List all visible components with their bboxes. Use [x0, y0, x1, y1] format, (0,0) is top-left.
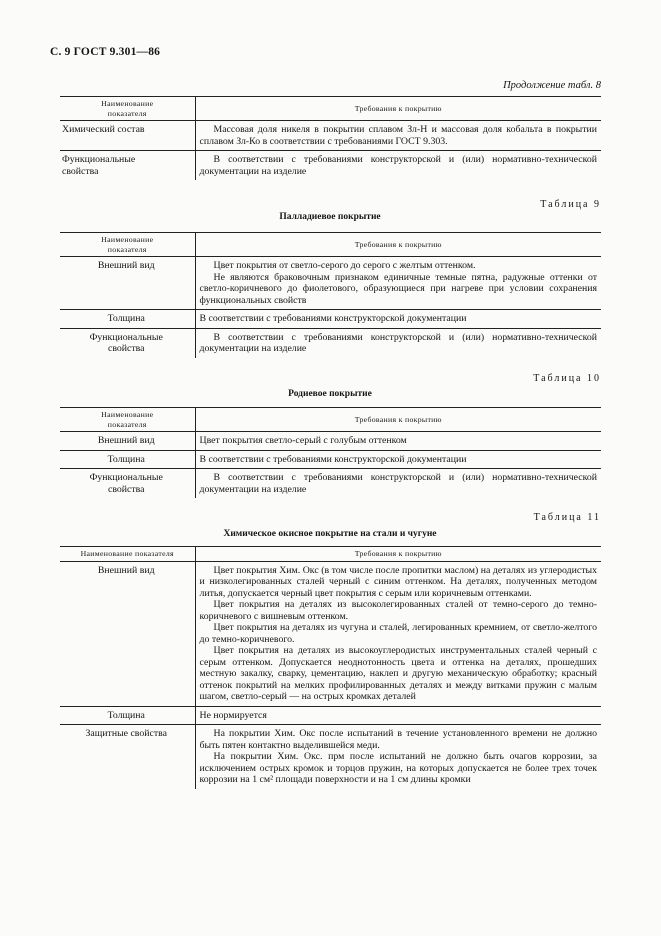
- row-text: В соответствии с требованиями конструкторской документации: [195, 450, 601, 469]
- table-header-row: [60, 233, 601, 257]
- col2-header: Требования к покрытию: [195, 547, 601, 562]
- table-9-label: Таблица 9: [540, 199, 601, 210]
- table-row: [60, 450, 601, 469]
- row-text: Массовая доля никеля в покрытии сплавом Зл-Н и массовая доля кобальта в покрытии сплавом Зл-Ко в соответствии с требованиями ГОСТ 9.303.: [195, 121, 601, 151]
- table-row: [60, 121, 601, 151]
- col2-header: Требования к покрытию: [195, 233, 601, 257]
- row-text: Не нормируется: [195, 706, 601, 725]
- table-row: [60, 706, 601, 725]
- table-9-title: Палладиевое покрытие: [279, 212, 381, 222]
- row-label: Толщина: [60, 450, 195, 469]
- row-text: В соответствии с требованиями конструкторской и (или) нормативно-технической документации на изделие: [199, 472, 597, 495]
- col1-header: Наименование показателя: [60, 97, 195, 121]
- row-label: Толщина: [60, 706, 195, 725]
- table-10-label: Таблица 10: [533, 373, 601, 384]
- table-8: [60, 96, 601, 180]
- table-header-row: [60, 97, 601, 121]
- table-row: [60, 561, 601, 706]
- table-row: [60, 151, 601, 181]
- row-label: Толщина: [60, 310, 195, 329]
- row-label: Функциональные свойства: [60, 151, 195, 181]
- row-label: Защитные свойства: [60, 725, 195, 789]
- row-label: Внешний вид: [60, 432, 195, 451]
- table-row: [60, 432, 601, 451]
- table-row: [60, 725, 601, 789]
- table-row: [60, 469, 601, 499]
- row-text: Цвет покрытия Хим. Окс (в том числе после пропитки маслом) на деталях из углеродистых и низколегированных сталей черный с синим оттенком. На деталях, полученных методом литья, допускается черный цвет покрытия с серым или коричневым оттенками. Цвет покрытия на деталях из высоколегированных сталей от темно-серого до темно-коричневого с вишневым оттенком. Цвет покрытия на деталях из чугуна и сталей, легированных кремнием, от светло-желтого до темно-коричневого. Цвет покрытия на деталях из высокоуглеродистых инструментальных сталей черный с серым оттенком. Допускается неоднотонность цвета и оттенка на деталях, прошедших местную закалку, сварку, цементацию, наклеп и другую механическую обработку; красный оттенок покрытий на мелких профилированных деталях и между витками пружин с малым шагом, светло-серый — на острых кромках деталей: [195, 561, 601, 706]
- table-9: [60, 232, 601, 358]
- table-10-title: Родиевое покрытие: [288, 389, 372, 399]
- row-text: Цвет покрытия от светло-серого до серого с желтым оттенком. Не являются браковочным признаком единичные темные пятна, радужные оттенки от светло-коричневого до фиолетового, образующиеся при нагреве при условии сохранения функциональных свойств: [195, 257, 601, 310]
- table-header-row: [60, 547, 601, 562]
- row-label: Химический состав: [60, 121, 195, 151]
- row-label: Функциональные свойства: [60, 469, 195, 499]
- table-11: [60, 546, 601, 789]
- table-11-label: Таблица 11: [533, 512, 601, 523]
- col1-header: Наименование показателя: [60, 547, 195, 562]
- col2-header: Требования к покрытию: [195, 97, 601, 121]
- col2-header: Требования к покрытию: [195, 408, 601, 432]
- row-text: В соответствии с требованиями конструкторской и (или) нормативно-технической документации на изделие: [199, 331, 597, 354]
- table-10: [60, 407, 601, 498]
- col1-header: Наименование показателя: [60, 408, 195, 432]
- table-row: [60, 257, 601, 310]
- col1-header: Наименование показателя: [60, 233, 195, 257]
- continuation-note: Продолжение табл. 8: [503, 80, 601, 91]
- row-label: Внешний вид: [60, 257, 195, 310]
- page-header: С. 9 ГОСТ 9.301—86: [50, 46, 161, 58]
- table-row: [60, 310, 601, 329]
- table-11-title: Химическое окисное покрытие на стали и чугуне: [223, 529, 437, 539]
- table-row: [60, 328, 601, 358]
- row-text: В соответствии с требованиями конструкторской и (или) нормативно-технической документации на изделие: [199, 154, 597, 177]
- row-label: Функциональные свойства: [60, 328, 195, 358]
- row-label: Внешний вид: [60, 561, 195, 706]
- row-text: В соответствии с требованиями конструкторской документации: [195, 310, 601, 329]
- row-text: Цвет покрытия светло-серый с голубым оттенком: [195, 432, 601, 451]
- row-text: На покрытии Хим. Окс после испытаний в течение установленного времени не должно быть пятен контактно выделившейся меди. На покрытии Хим. Окс. прм после испытаний не должно быть очагов коррозии, за исключением острых кромок и торцов пружин, на которых допускается не более трех точек коррозии на 1 см² площади поверхности и на 1 см длины кромки: [199, 728, 597, 785]
- table-header-row: [60, 408, 601, 432]
